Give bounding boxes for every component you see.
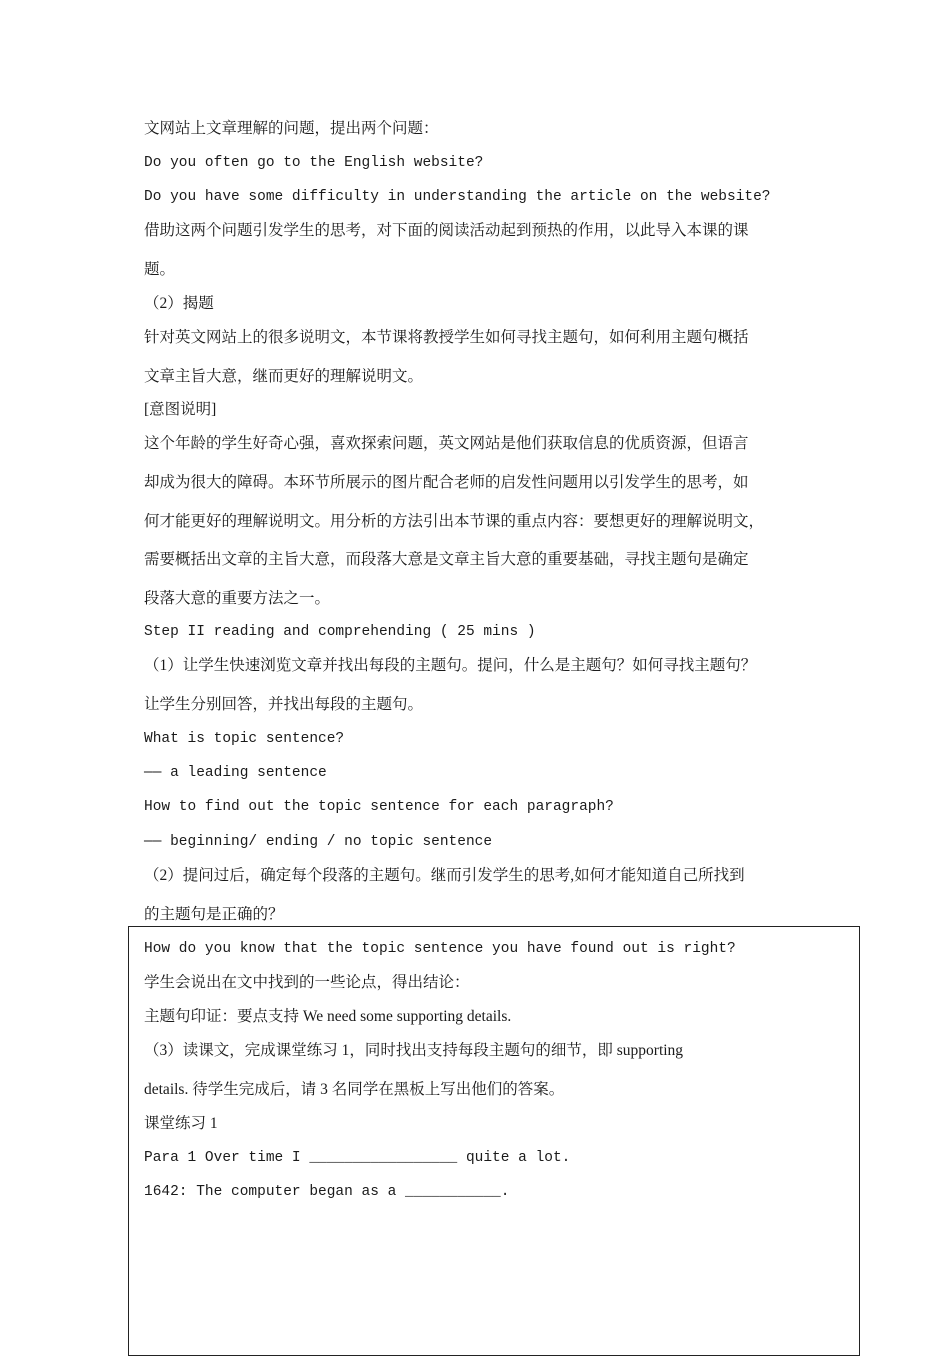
text-line: 文章主旨大意，继而更好的理解说明文。: [144, 368, 424, 385]
text-line: Para 1 Over time I _________________ quite a lot.: [144, 1150, 571, 1166]
text-line: 针对英文网站上的很多说明文，本节课将教授学生如何寻找主题句，如何利用主题句概括: [144, 329, 749, 346]
text-line: 学生会说出在文中找到的一些论点，得出结论：: [144, 974, 470, 991]
text-line: （3）读课文，完成课堂练习 1，同时找出支持每段主题句的细节，即 supporting: [144, 1042, 684, 1059]
text-line: 却成为很大的障碍。本环节所展示的图片配合老师的启发性问题用以引发学生的思考，如: [144, 474, 749, 491]
text-line: Do you have some difficulty in understanding the article on the website?: [144, 189, 771, 205]
text-line: 主题句印证：要点支持 We need some supporting details.: [144, 1008, 512, 1025]
text-line: details. 待学生完成后，请 3 名同学在黑板上写出他们的答案。: [144, 1081, 565, 1098]
text-line: Do you often go to the English website?: [144, 155, 484, 171]
text-line: 题。: [144, 261, 176, 278]
text-line: What is topic sentence?: [144, 731, 345, 747]
text-line: 段落大意的重要方法之一。: [144, 590, 331, 607]
text-line: 1642: The computer began as a ___________.: [144, 1184, 510, 1200]
text-line: —— a leading sentence: [144, 765, 327, 781]
text-line: 何才能更好的理解说明文。用分析的方法引出本节课的重点内容：要想更好的理解说明文，: [144, 513, 765, 530]
text-line: （1）让学生快速浏览文章并找出每段的主题句。提问，什么是主题句？如何寻找主题句？: [144, 657, 757, 674]
text-line: How do you know that the topic sentence you have found out is right?: [144, 941, 736, 957]
text-line: 需要概括出文章的主旨大意，而段落大意是文章主旨大意的重要基础，寻找主题句是确定: [144, 551, 749, 568]
text-line: （2）揭题: [144, 295, 214, 312]
text-line: 借助这两个问题引发学生的思考，对下面的阅读活动起到预热的作用，以此导入本课的课: [144, 222, 749, 239]
text-line: 这个年龄的学生好奇心强，喜欢探索问题，英文网站是他们获取信息的优质资源，但语言: [144, 435, 749, 452]
text-line: Step II reading and comprehending ( 25 mins ): [144, 624, 536, 640]
text-line: （2）提问过后，确定每个段落的主题句。继而引发学生的思考,如何才能知道自己所找到: [144, 867, 745, 884]
text-line: —— beginning/ ending / no topic sentence: [144, 834, 493, 850]
text-line: 课堂练习 1: [144, 1115, 218, 1132]
text-line: 的主题句是正确的？: [144, 906, 284, 923]
text-line: [意图说明]: [144, 401, 217, 418]
text-line: 让学生分别回答，并找出每段的主题句。: [144, 696, 424, 713]
text-line: How to find out the topic sentence for each paragraph?: [144, 799, 614, 815]
text-line: 文网站上文章理解的问题，提出两个问题：: [144, 120, 439, 137]
